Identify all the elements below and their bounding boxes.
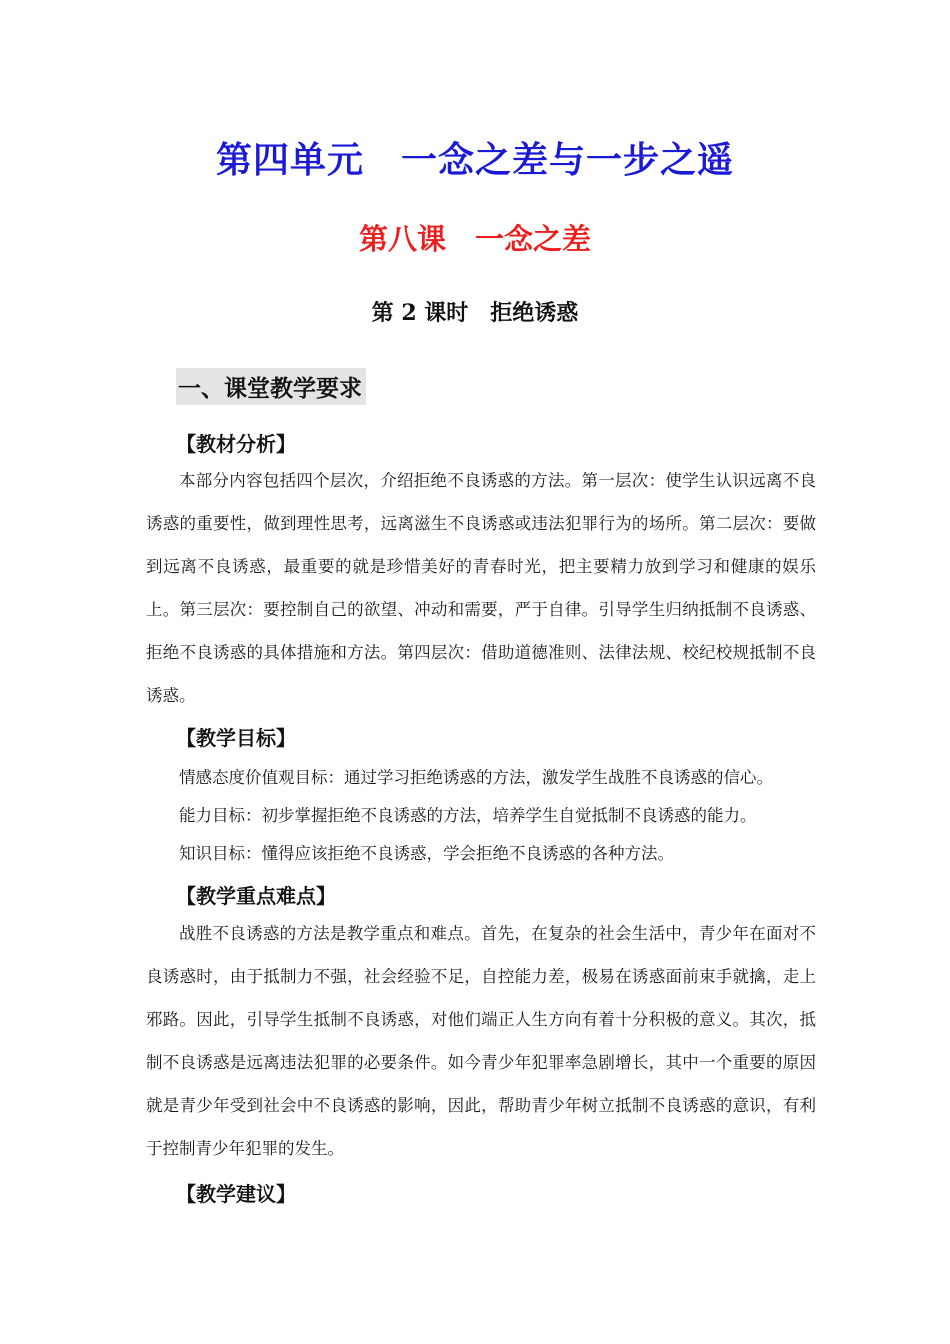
- material-analysis-paragraph: 本部分内容包括四个层次，介绍拒绝不良诱惑的方法。第一层次：使学生认识远离不良诱惑的重要性，做到理性思考，远离滋生不良诱惑或违法犯罪行为的场所。第二层次：要做到远离不良诱惑，最重要的就是珍惜美好的青春时光，把主要精力放到学习和健康的娱乐上。第三层次：要控制自己的欲望、冲动和需要，严于自律。引导学生归纳抵制不良诱惑、拒绝不良诱惑的具体措施和方法。第四层次：借助道德准则、法律法规、校纪校规抵制不良诱惑。: [146, 471, 816, 705]
- goal-item-knowledge: 知识目标：懂得应该拒绝不良诱惑，学会拒绝不良诱惑的各种方法。: [179, 844, 674, 863]
- teaching-goals-heading: 【教学目标】: [176, 726, 296, 750]
- section-heading: 一、课堂教学要求: [176, 368, 366, 405]
- material-analysis-heading: 【教材分析】: [176, 432, 296, 456]
- suggestions-heading: 【教学建议】: [176, 1182, 296, 1206]
- key-points-heading: 【教学重点难点】: [176, 884, 336, 908]
- key-points-paragraph: 战胜不良诱惑的方法是教学重点和难点。首先，在复杂的社会生活中，青少年在面对不良诱惑时，由于抵制力不强，社会经验不足，自控能力差，极易在诱惑面前束手就擒，走上邪路。因此，引导学生抵制不良诱惑，对他们端正人生方向有着十分积极的意义。其次，抵制不良诱惑是远离违法犯罪的必要条件。如今青少年犯罪率急剧增长，其中一个重要的原因就是青少年受到社会中不良诱惑的影响，因此，帮助青少年树立抵制不良诱惑的意识，有利于控制青少年犯罪的发生。: [146, 924, 816, 1158]
- goal-item-ability: 能力目标：初步掌握拒绝不良诱惑的方法，培养学生自觉抵制不良诱惑的能力。: [179, 806, 757, 825]
- goal-item-emotion: 情感态度价值观目标：通过学习拒绝诱惑的方法，激发学生战胜不良诱惑的信心。: [179, 768, 773, 787]
- lesson-title: 第八课 一念之差: [358, 222, 591, 256]
- unit-title: 第四单元 一念之差与一步之遥: [215, 139, 734, 181]
- period-title: 第 2 课时 拒绝诱惑: [371, 300, 579, 326]
